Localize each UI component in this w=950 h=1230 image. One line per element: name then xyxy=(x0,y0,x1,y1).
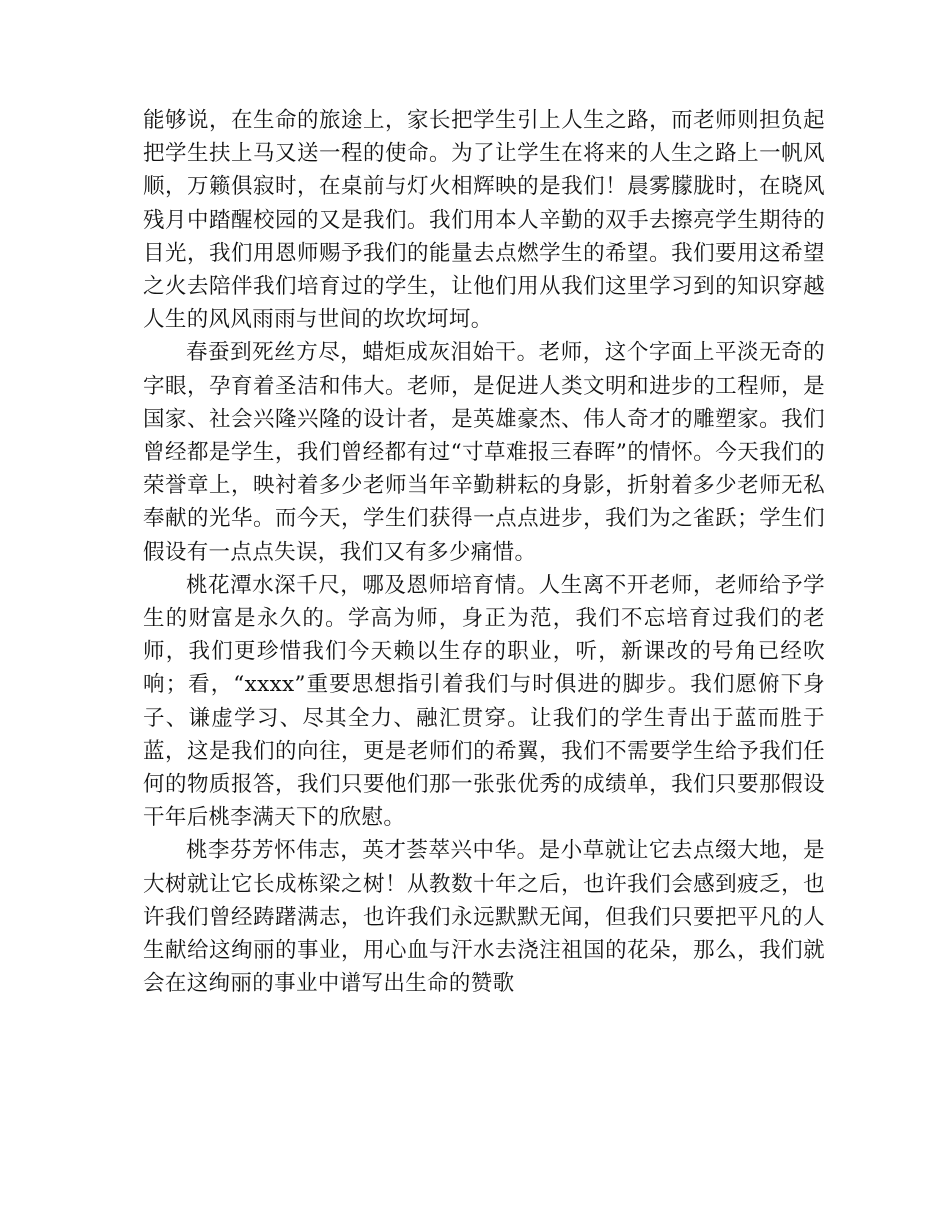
paragraph-2: 春蚕到死丝方尽，蜡炬成灰泪始干。老师，这个字面上平淡无奇的字眼，孕育着圣洁和伟大。老师，是促进人类文明和进步的工程师，是国家、社会兴隆兴隆的设计者，是英雄豪杰、伟人奇才的雕塑家。我们曾经都是学生，我们曾经都有过“寸草难报三春晖”的情怀。今天我们的荣誉章上，映衬着多少老师当年辛勤耕耘的身影，折射着多少老师无私奉献的光华。而今天，学生们获得一点点进步，我们为之雀跃；学生们假设有一点点失误，我们又有多少痛惜。 xyxy=(143,340,825,565)
paragraph-3: 桃花潭水深千尺，哪及恩师培育情。人生离不开老师，老师给予学生的财富是永久的。学高为师，身正为范，我们不忘培育过我们的老师，我们更珍惜我们今天赖以生存的职业，听，新课改的号角已经吹响；看，“xxxx”重要思想指引着我们与时俱进的脚步。我们愿俯下身子、谦虚学习、尽其全力、融汇贯穿。让我们的学生青出于蓝而胜于蓝，这是我们的向往，更是老师们的希翼，我们不需要学生给予我们任何的物质报答，我们只要他们那一张张优秀的成绩单，我们只要那假设干年后桃李满天下的欣慰。 xyxy=(143,572,825,831)
paragraph-4: 桃李芬芳怀伟志，英才荟萃兴中华。是小草就让它去点缀大地，是大树就让它长成栋梁之树！从教数十年之后，也许我们会感到疲乏，也许我们曾经踌躇满志，也许我们永远默默无闻，但我们只要把平凡的人生献给这绚丽的事业，用心血与汗水去浇注祖国的花朵，那么，我们就会在这绚丽的事业中谱写出生命的赞歌 xyxy=(143,838,825,997)
paragraph-1: 能够说，在生命的旅途上，家长把学生引上人生之路，而老师则担负起把学生扶上马又送一程的使命。为了让学生在将来的人生之路上一帆风顺，万籁俱寂时，在桌前与灯火相辉映的是我们！晨雾朦胧时，在晓风残月中踏醒校园的又是我们。我们用本人辛勤的双手去擦亮学生期待的目光，我们用恩师赐予我们的能量去点燃学生的希望。我们要用这希望之火去陪伴我们培育过的学生，让他们用从我们这里学习到的知识穿越人生的风风雨雨与世间的坎坎坷坷。 xyxy=(143,108,825,333)
document-body xyxy=(143,104,825,1000)
